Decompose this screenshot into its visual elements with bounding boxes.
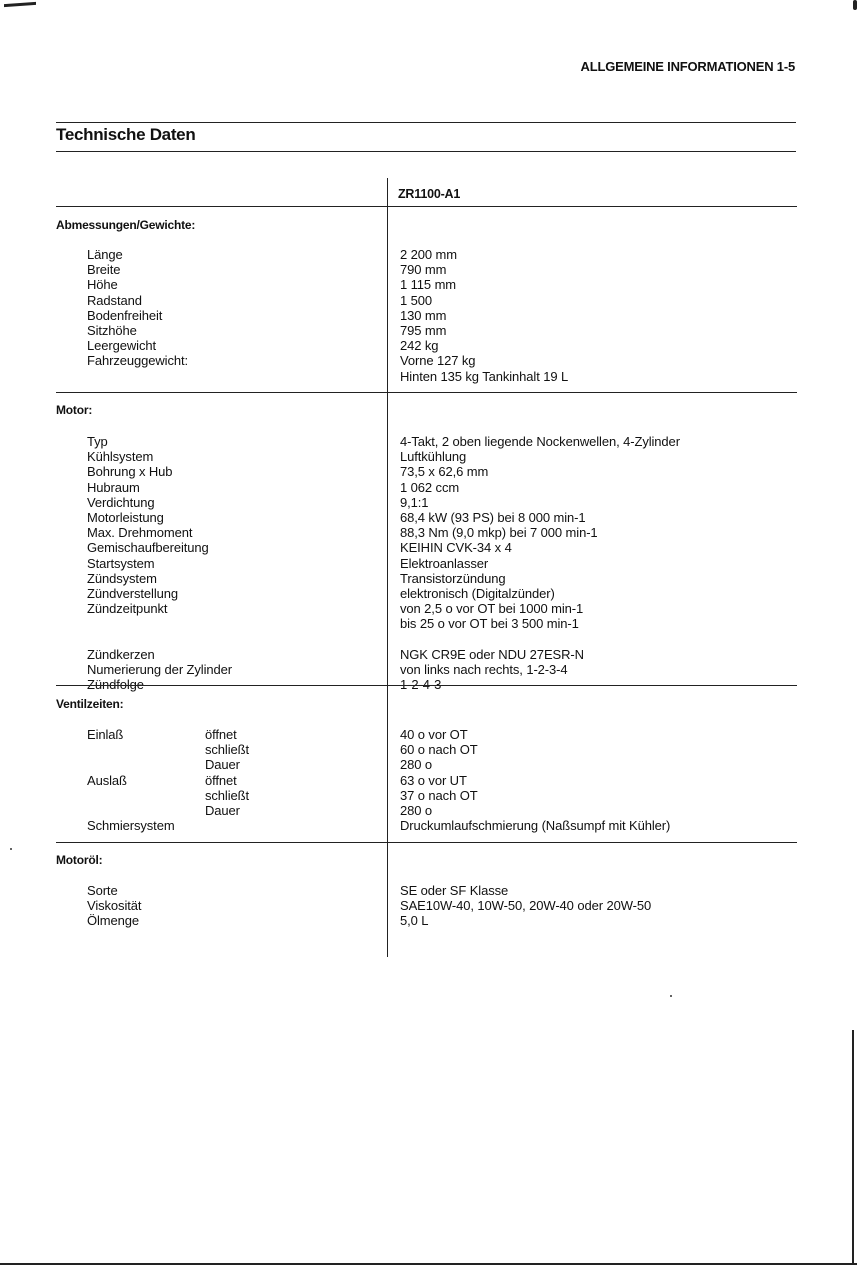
- spec-label: Zündkerzen: [87, 646, 155, 662]
- spec-value: elektronisch (Digitalzünder): [400, 585, 555, 601]
- spec-row: [0, 510, 857, 525]
- spec-label: Motorleistung: [87, 509, 164, 525]
- page-header: ALLGEMEINE INFORMATIONEN 1-5: [580, 59, 795, 74]
- spec-value: 130 mm: [400, 307, 447, 323]
- spec-label: Zündsystem: [87, 570, 157, 586]
- spec-value: 60 o nach OT: [400, 742, 478, 758]
- section-title: Motor:: [56, 403, 93, 417]
- spec-sublabel: Dauer: [205, 757, 240, 773]
- spec-row: [0, 308, 857, 323]
- spec-label: Zündverstellung: [87, 585, 178, 601]
- spec-row: [0, 898, 857, 913]
- spec-row: [0, 601, 857, 616]
- spec-label: Auslaß: [87, 772, 127, 788]
- spec-value: 795 mm: [400, 322, 447, 338]
- spec-row: [0, 480, 857, 495]
- section-rows-valve-timing: [0, 727, 857, 833]
- spec-label: Numerierung der Zylinder: [87, 661, 232, 677]
- section-rule: [56, 842, 797, 843]
- spec-value: 790 mm: [400, 262, 447, 278]
- spec-value: Druckumlaufschmierung (Naßsumpf mit Kühler): [400, 818, 671, 834]
- spec-sublabel: schließt: [205, 742, 249, 758]
- spec-row: [0, 818, 857, 833]
- scan-speck: [10, 848, 12, 850]
- spec-row: [0, 788, 857, 803]
- spec-row: [0, 369, 857, 384]
- spec-row: [0, 464, 857, 479]
- spec-row: [0, 353, 857, 368]
- spec-row: [0, 616, 857, 631]
- spec-value: 68,4 kW (93 PS) bei 8 000 min-1: [400, 509, 586, 525]
- spec-value: 280 o: [400, 802, 433, 818]
- spec-label: Breite: [87, 262, 121, 278]
- spec-row: [0, 556, 857, 571]
- spec-label: Zündfolge: [87, 677, 144, 692]
- spec-label: Verdichtung: [87, 494, 155, 510]
- spec-row: [0, 525, 857, 540]
- spec-row: [0, 277, 857, 292]
- spec-value: 2 200 mm: [400, 247, 458, 262]
- spec-sublabel: öffnet: [205, 772, 237, 788]
- spec-label: Hubraum: [87, 479, 140, 495]
- spec-sublabel: schließt: [205, 787, 249, 803]
- spec-value: 5,0 L: [400, 913, 429, 929]
- spec-label: Höhe: [87, 277, 118, 293]
- spec-row: [0, 883, 857, 898]
- model-heading: ZR1100-A1: [398, 187, 461, 201]
- section-title: Ventilzeiten:: [56, 697, 124, 711]
- spacer-row: [0, 631, 857, 646]
- scan-edge: [852, 1030, 854, 1265]
- section-rows-engine-oil: [0, 883, 857, 929]
- spec-row: [0, 571, 857, 586]
- spec-value: 242 kg: [400, 338, 439, 354]
- spec-label: Typ: [87, 434, 108, 449]
- spec-value: Transistorzündung: [400, 570, 506, 586]
- title-rule-top: [56, 122, 796, 123]
- spec-row: [0, 495, 857, 510]
- spec-value: Luftkühlung: [400, 449, 467, 465]
- section-title: Motoröl:: [56, 853, 103, 867]
- spec-row: [0, 586, 857, 601]
- spec-row: [0, 647, 857, 662]
- spec-value: NGK CR9E oder NDU 27ESR-N: [400, 646, 584, 662]
- section-rule: [56, 685, 797, 686]
- spec-label: Bodenfreiheit: [87, 307, 163, 323]
- spec-value: 73,5 x 62,6 mm: [400, 464, 489, 480]
- spec-row: [0, 293, 857, 308]
- scan-speck: [670, 995, 672, 997]
- spec-row: [0, 803, 857, 818]
- table-header-rule: [56, 206, 797, 207]
- spec-value: von 2,5 o vor OT bei 1000 min-1: [400, 601, 584, 617]
- spec-value: SAE10W-40, 10W-50, 20W-40 oder 20W-50: [400, 898, 652, 914]
- spec-value: KEIHIN CVK-34 x 4: [400, 540, 512, 556]
- spec-label: Schmiersystem: [87, 818, 175, 834]
- spec-value: 1 500: [400, 292, 433, 308]
- spec-value: von links nach rechts, 1-2-3-4: [400, 661, 568, 677]
- spec-value: Hinten 135 kg Tankinhalt 19 L: [400, 368, 569, 384]
- spec-value: 9,1:1: [400, 494, 429, 510]
- page-title: Technische Daten: [56, 125, 196, 144]
- spec-value: 40 o vor OT: [400, 727, 468, 742]
- section-rows-engine: [0, 434, 857, 692]
- scan-edge: [0, 1263, 857, 1265]
- scan-mark: [853, 0, 857, 10]
- spec-label: Gemischaufbereitung: [87, 540, 209, 556]
- spec-row: [0, 773, 857, 788]
- spec-label: Viskosität: [87, 898, 142, 914]
- spec-label: Kühlsystem: [87, 449, 154, 465]
- spec-value: SE oder SF Klasse: [400, 883, 509, 898]
- spec-row: [0, 449, 857, 464]
- spec-label: Max. Drehmoment: [87, 525, 193, 541]
- spec-row: [0, 662, 857, 677]
- spec-label: Einlaß: [87, 727, 124, 742]
- spec-value: Elektroanlasser: [400, 555, 489, 571]
- spec-value: 1 062 ccm: [400, 479, 460, 495]
- spec-value: 88,3 Nm (9,0 mkp) bei 7 000 min-1: [400, 525, 598, 541]
- spec-row: [0, 323, 857, 338]
- spec-label: Länge: [87, 247, 123, 262]
- spec-row: [0, 727, 857, 742]
- spec-row: [0, 742, 857, 757]
- spec-label: Fahrzeuggewicht:: [87, 353, 189, 369]
- spec-value: 63 o vor UT: [400, 772, 467, 788]
- spec-label: Leergewicht: [87, 338, 156, 354]
- spec-sublabel: Dauer: [205, 802, 240, 818]
- spec-row: [0, 913, 857, 928]
- spec-value: 4-Takt, 2 oben liegende Nockenwellen, 4-Zylinder: [400, 434, 680, 449]
- spec-label: Ölmenge: [87, 913, 140, 929]
- title-rule-bottom: [56, 151, 796, 152]
- spec-value: 1 115 mm: [400, 277, 457, 293]
- spec-row: [0, 338, 857, 353]
- section-title: Abmessungen/Gewichte:: [56, 218, 196, 232]
- spec-row: [0, 757, 857, 772]
- spec-label: Startsystem: [87, 555, 155, 571]
- spec-value: bis 25 o vor OT bei 3 500 min-1: [400, 616, 579, 632]
- scan-mark: [4, 2, 36, 7]
- spec-label: Bohrung x Hub: [87, 464, 173, 480]
- spec-value: 1-2-4-3: [400, 677, 442, 692]
- spec-row: [0, 262, 857, 277]
- spec-label: Sitzhöhe: [87, 322, 137, 338]
- spec-value: 37 o nach OT: [400, 787, 478, 803]
- spec-row: [0, 540, 857, 555]
- spec-value: 280 o: [400, 757, 433, 773]
- spec-sublabel: öffnet: [205, 727, 237, 742]
- spec-label: Radstand: [87, 292, 142, 308]
- section-rows-dimensions: [0, 247, 857, 384]
- spec-row: [0, 434, 857, 449]
- spec-value: Vorne 127 kg: [400, 353, 476, 369]
- spec-label: Zündzeitpunkt: [87, 601, 168, 617]
- spec-label: Sorte: [87, 883, 118, 898]
- section-rule: [56, 392, 797, 393]
- spec-row: [0, 247, 857, 262]
